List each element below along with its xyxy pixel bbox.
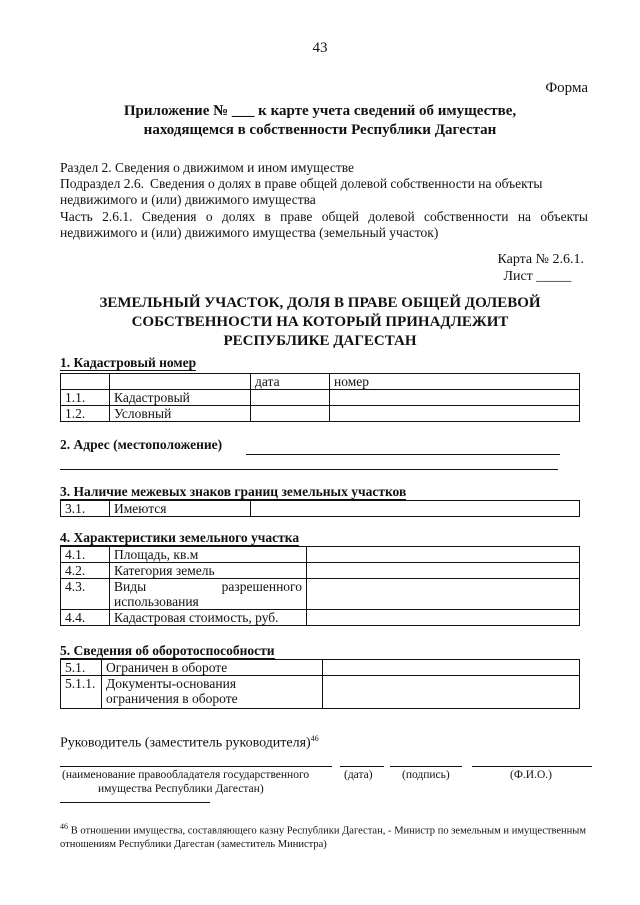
footnote-separator [60, 802, 210, 803]
sheet-label: Лист _____ [503, 269, 572, 284]
value-cell[interactable] [307, 579, 580, 610]
caption-signature: (подпись) [402, 769, 450, 781]
owner-name-line[interactable] [60, 766, 332, 767]
table-row [61, 406, 580, 422]
table-row [61, 501, 580, 517]
caption-owner [62, 768, 334, 796]
section-line: Раздел 2. Сведения о движимом и ином имуществе [60, 160, 355, 175]
caption-owner-line1: (наименование правообладателя государственного [62, 769, 310, 781]
footnote-ref: 46 [310, 734, 319, 743]
row-num: 4.2. [61, 563, 110, 579]
appendix-title [60, 102, 580, 140]
value-cell[interactable] [307, 547, 580, 563]
row-label: Имеются [110, 501, 251, 517]
number-cell[interactable] [330, 406, 580, 422]
row-num: 5.1.1. [61, 676, 102, 709]
row-num: 3.1. [61, 501, 110, 517]
row-num: 1.2. [61, 406, 110, 422]
address-line[interactable] [246, 454, 560, 455]
subsection-label: Подраздел 2.6. [60, 176, 145, 191]
subsection [60, 176, 588, 207]
caption-date: (дата) [344, 769, 373, 781]
section5-heading: 5. Сведения об оборотоспособности [60, 643, 275, 658]
caption-fio: (Ф.И.О.) [510, 769, 552, 781]
date-cell[interactable] [251, 390, 330, 406]
table-row [61, 547, 580, 563]
appendix-title-line2: находящемся в собственности Республики Дагестан [143, 122, 497, 138]
row-label: Кадастровый [110, 390, 251, 406]
col-number: номер [330, 374, 580, 390]
characteristics-table [60, 546, 580, 626]
row-label: Условный [110, 406, 251, 422]
row-label: Кадастровая стоимость, руб. [110, 610, 307, 626]
signature-heading [60, 734, 319, 752]
row-label-a: Документы-основания [106, 676, 237, 691]
value-cell[interactable] [323, 660, 580, 676]
row-label: Площадь, кв.м [110, 547, 307, 563]
row-label [110, 579, 307, 610]
table-row [61, 390, 580, 406]
table-row [61, 563, 580, 579]
value-cell[interactable] [307, 610, 580, 626]
card-number: Карта № 2.6.1. [497, 252, 584, 267]
document-title: ЗЕМЕЛЬНЫЙ УЧАСТОК, ДОЛЯ В ПРАВЕ ОБЩЕЙ ДОЛЕВОЙ СОБСТВЕННОСТИ НА КОТОРЫЙ ПРИНАДЛЕЖИТ РЕСПУБЛИКЕ ДАГЕСТАН [99, 295, 541, 349]
table-row [61, 610, 580, 626]
appendix-title-line1: Приложение № ___ к карте учета сведений об имуществе, [123, 103, 517, 119]
date-cell[interactable] [251, 406, 330, 422]
caption-owner-line2: имущества Республики Дагестан) [98, 783, 264, 795]
row-num: 5.1. [61, 660, 102, 676]
section2-heading: 2. Адрес (местоположение) [60, 437, 223, 452]
fio-line[interactable] [472, 766, 592, 767]
section3-heading: 3. Наличие межевых знаков границ земельных участков [60, 484, 407, 499]
turnover-table [60, 659, 580, 709]
table-row [61, 660, 580, 676]
form-label: Форма [545, 80, 588, 96]
row-num: 1.1. [61, 390, 110, 406]
value-cell[interactable] [307, 563, 580, 579]
card-info [497, 251, 584, 285]
date-line[interactable] [340, 766, 384, 767]
page-number: 43 [312, 40, 328, 56]
boundary-marks-table [60, 500, 580, 517]
cadastral-table [60, 373, 580, 422]
part-line: Часть 2.6.1. Сведения о долях в праве общей долевой собственности на объекты недвижимого и (или) движимого имущества (земельный участок) [60, 209, 588, 240]
row-label-b: ограничения в обороте [106, 691, 238, 706]
row-num: 4.1. [61, 547, 110, 563]
row-label-b: разрешенного [221, 579, 302, 594]
row-label-c: использования [114, 594, 199, 609]
footnote-text: В отношении имущества, составляющего казну Республики Дагестан, - Министр по земельным и имущественным отношениям Республики Дагестан (заместитель Министра) [60, 825, 586, 850]
section1-heading: 1. Кадастровый номер [60, 355, 197, 370]
row-label-a: Виды [114, 579, 147, 594]
signature-line[interactable] [390, 766, 462, 767]
row-label [102, 676, 323, 709]
row-num: 4.3. [61, 579, 110, 610]
number-cell[interactable] [330, 390, 580, 406]
value-cell[interactable] [251, 501, 580, 517]
footnote [60, 820, 586, 851]
signature-head-text: Руководитель (заместитель руководителя) [60, 735, 311, 751]
row-label: Категория земель [110, 563, 307, 579]
section4-heading: 4. Характеристики земельного участка [60, 530, 300, 545]
address-line-2[interactable] [60, 469, 558, 470]
table-row [61, 579, 580, 610]
row-label: Ограничен в обороте [102, 660, 323, 676]
row-num: 4.4. [61, 610, 110, 626]
value-cell[interactable] [323, 676, 580, 709]
col-date: дата [251, 374, 330, 390]
subsection-text: Сведения о долях в праве общей долевой собственности на объекты недвижимого и (или) движимого имущества [60, 176, 543, 207]
footnote-mark: 46 [60, 822, 68, 831]
table-row [61, 676, 580, 709]
